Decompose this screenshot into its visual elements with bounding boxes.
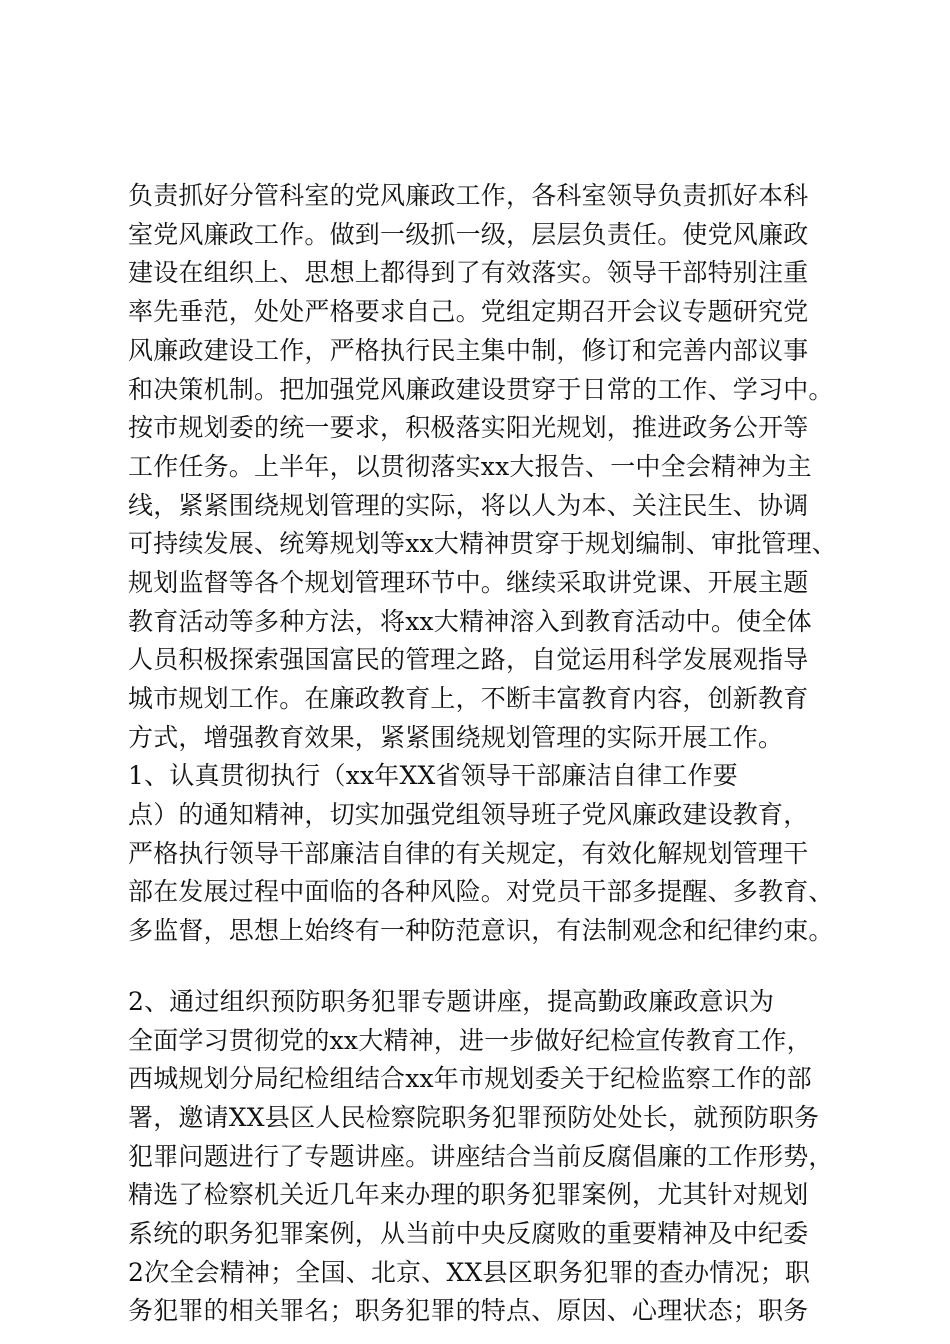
text-line: 严格执行领导干部廉洁自律的有关规定，有效化解规划管理干 <box>128 839 809 868</box>
text-line: 线，紧紧围绕规划管理的实际，将以人为本、关注民生、协调 <box>128 491 809 520</box>
text-line: 风廉政建设工作，严格执行民主集中制，修订和完善内部议事 <box>128 336 809 365</box>
text-line: 率先垂范，处处严格要求自己。党组定期召开会议专题研究党 <box>128 297 809 326</box>
text-line: 和决策机制。把加强党风廉政建设贯穿于日常的工作、学习中。 <box>128 375 834 404</box>
text-line: 人员积极探索强国富民的管理之路，自觉运用科学发展观指导 <box>128 645 809 674</box>
text-line: 方式，增强教育效果，紧紧围绕规划管理的实际开展工作。 <box>128 723 784 752</box>
text-line: 2次全会精神；全国、北京、XX县区职务犯罪的查办情况；职 <box>128 1258 811 1287</box>
text-line: 全面学习贯彻党的xx大精神，进一步做好纪检宣传教育工作， <box>128 1026 812 1055</box>
text-line: 2、通过组织预防职务犯罪专题讲座，提高勤政廉政意识为 <box>128 987 775 1016</box>
text-line: 可持续发展、统筹规划等xx大精神贯穿于规划编制、审批管理、 <box>128 529 838 558</box>
text-line: 1、认真贯彻执行（xx年XX省领导干部廉洁自律工作要 <box>128 761 738 790</box>
text-line: 西城规划分局纪检组结合xx年市规划委关于纪检监察工作的部 <box>128 1064 812 1093</box>
text-line: 城市规划工作。在廉政教育上，不断丰富教育内容，创新教育 <box>128 684 809 713</box>
text-line: 工作任务。上半年，以贯彻落实xx大报告、一中全会精神为主 <box>128 452 812 481</box>
text-line: 建设在组织上、思想上都得到了有效落实。领导干部特别注重 <box>128 258 809 287</box>
text-line: 教育活动等多种方法，将xx大精神溶入到教育活动中。使全体 <box>128 607 812 636</box>
text-line: 规划监督等各个规划管理环节中。继续采取讲党课、开展主题 <box>128 568 809 597</box>
text-line: 部在发展过程中面临的各种风险。对党员干部多提醒、多教育、 <box>128 877 834 906</box>
text-line: 室党风廉政工作。做到一级抓一级，层层负责任。使党风廉政 <box>128 220 809 249</box>
text-line: 负责抓好分管科室的党风廉政工作，各科室领导负责抓好本科 <box>128 181 809 210</box>
text-line: 犯罪问题进行了专题讲座。讲座结合当前反腐倡廉的工作形势， <box>128 1142 834 1171</box>
text-line: 多监督，思想上始终有一种防范意识，有法制观念和纪律约束。 <box>128 916 834 945</box>
text-line: 系统的职务犯罪案例，从当前中央反腐败的重要精神及中纪委 <box>128 1219 809 1248</box>
text-line: 点）的通知精神，切实加强党组领导班子党风廉政建设教育， <box>128 800 809 829</box>
text-line: 署，邀请XX县区人民检察院职务犯罪预防处处长，就预防职务 <box>128 1103 820 1132</box>
text-line: 务犯罪的相关罪名；职务犯罪的特点、原因、心理状态；职务 <box>128 1296 809 1325</box>
text-line: 精选了检察机关近几年来办理的职务犯罪案例，尤其针对规划 <box>128 1180 809 1209</box>
text-line: 按市规划委的统一要求，积极落实阳光规划，推进政务公开等 <box>128 413 809 442</box>
